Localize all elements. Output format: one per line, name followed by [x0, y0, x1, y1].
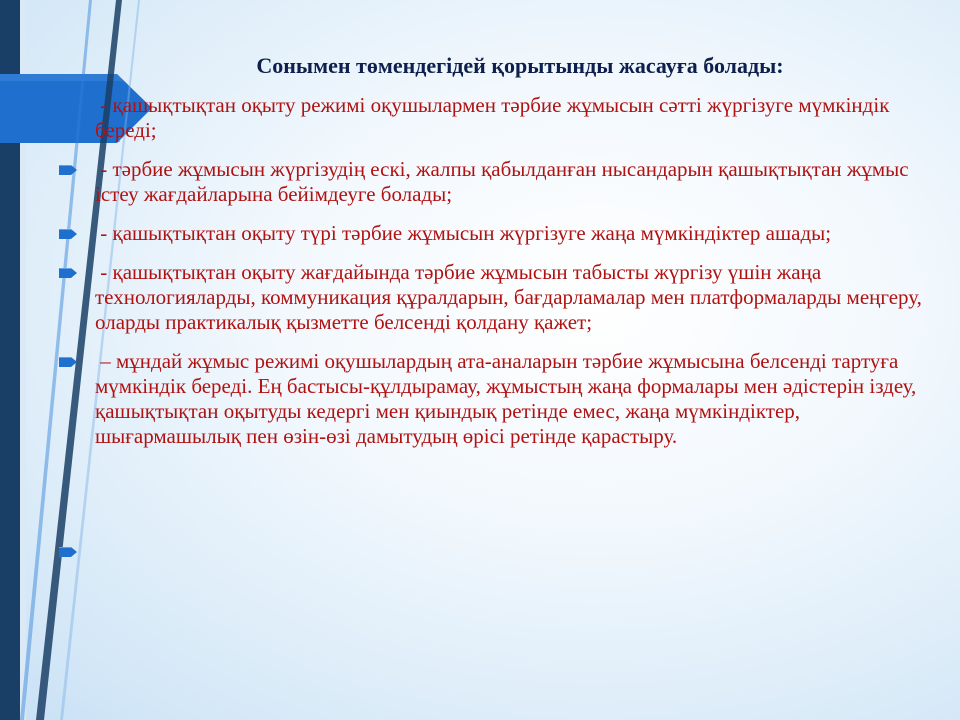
list-item — [0, 349, 960, 449]
arrow-bullet-icon — [59, 164, 79, 176]
list-item-text: – мұндай жұмыс режимі оқушылардың ата-аналарын тәрбие жұмысына белсенді тартуға мүмкіндік береді. Ең бастысы-құлдырамау, жұмыстың жаңа формалары мен әдістерін іздеу, қашықтықтан оқытуды кедергі мен қиындық ретінде емес, жаңа мүмкіндіктер, шығармашылық пен өзін-өзі дамытудың өрісі ретінде қарастыру. — [95, 349, 922, 448]
list-item — [0, 93, 960, 143]
arrow-bullet-icon — [59, 546, 79, 558]
list-item-text: - қашықтықтан оқыту жағдайында тәрбие жұмысын табысты жүргізу үшін жаңа технологияларды, коммуникация құралдарын, бағдарламалар мен платформаларды меңгеру, оларды практикалық қызметте белсенді қолдану қажет; — [95, 260, 928, 334]
arrow-bullet-icon — [59, 356, 79, 368]
slide-body — [0, 93, 960, 463]
blue-arrow-tab-shade — [0, 74, 124, 81]
list-item-text: - қашықтықтан оқыту режимі оқушылармен тәрбие жұмысын сәтті жүргізуге мүмкіндік береді; — [95, 93, 895, 142]
arrow-bullet-icon — [59, 228, 79, 240]
list-item — [0, 157, 960, 207]
list-item-text: - қашықтықтан оқыту түрі тәрбие жұмысын жүргізуге жаңа мүмкіндіктер ашады; — [95, 221, 832, 245]
arrow-bullet-icon — [59, 267, 79, 279]
list-item — [0, 260, 960, 335]
list-item — [0, 221, 960, 246]
list-item-text: - тәрбие жұмысын жүргізудің ескі, жалпы қабылданған нысандарын қашықтықтан жұмыс істеу жағдайларына бейімдеуге болады; — [95, 157, 914, 206]
slide-title: Сонымен төмендегідей қорытынды жасауға болады: — [256, 53, 784, 78]
